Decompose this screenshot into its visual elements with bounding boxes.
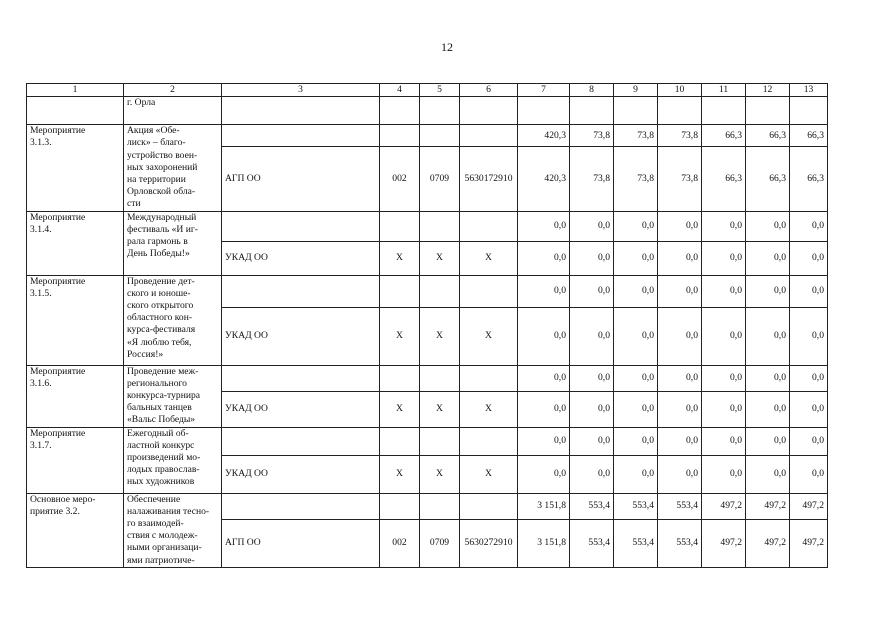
value-cell: 0,0 [702, 392, 746, 427]
code-cell [420, 275, 460, 307]
code-cell [460, 365, 518, 392]
code-cell [460, 493, 518, 520]
total-value-cell: 0,0 [746, 427, 790, 455]
total-value-cell: 0,0 [614, 211, 658, 241]
header-cell: 5 [420, 84, 460, 97]
value-cell: 553,4 [570, 520, 614, 568]
value-cell: 0,0 [790, 241, 828, 275]
code-cell: 5630172910 [460, 147, 518, 211]
code-cell: Х [460, 241, 518, 275]
value-cell: 0,0 [570, 241, 614, 275]
value-cell: 497,2 [746, 520, 790, 568]
total-value-cell: 66,3 [790, 125, 828, 147]
header-cell: 8 [570, 84, 614, 97]
table-row [27, 427, 828, 455]
total-value-cell: 0,0 [658, 275, 702, 307]
total-value-cell: 0,0 [702, 427, 746, 455]
total-value-cell: 0,0 [570, 211, 614, 241]
total-value-cell: 0,0 [570, 275, 614, 307]
code-cell [460, 211, 518, 241]
value-cell: 0,0 [658, 455, 702, 493]
code-cell: Х [460, 307, 518, 365]
value-cell: 0,0 [746, 307, 790, 365]
code-cell [420, 211, 460, 241]
code-cell [460, 275, 518, 307]
description-cell: Акция «Обе- лиск» – благо- устройство воен- ных захоронений на территории Орловской обла- сти [124, 125, 222, 211]
code-cell: Х [420, 307, 460, 365]
code-cell: 5630272910 [460, 520, 518, 568]
code-cell [460, 125, 518, 147]
code-cell [380, 427, 420, 455]
description-cell: Обеспечение налаживания тесно- го взаимодей- ствия с молодеж- ными организаци- ями патриотиче- [124, 493, 222, 567]
executor-cell: УКАД ОО [222, 455, 380, 493]
header-cell: 11 [702, 84, 746, 97]
total-value-cell: 73,8 [614, 125, 658, 147]
code-cell [380, 211, 420, 241]
code-cell [420, 125, 460, 147]
executor-cell: АГП ОО [222, 520, 380, 568]
header-row [27, 84, 828, 97]
value-cell: 0,0 [518, 392, 570, 427]
total-value-cell: 66,3 [746, 125, 790, 147]
value-cell: 0,0 [658, 241, 702, 275]
value-cell: 0,0 [570, 392, 614, 427]
total-value-cell: 0,0 [518, 365, 570, 392]
total-value-cell: 0,0 [790, 365, 828, 392]
table-row [27, 493, 828, 520]
header-cell: 10 [658, 84, 702, 97]
value-cell: 0,0 [570, 455, 614, 493]
total-value-cell: 0,0 [518, 275, 570, 307]
value-cell: 0,0 [658, 392, 702, 427]
table-row [27, 275, 828, 307]
code-cell [380, 275, 420, 307]
header-cell: 12 [746, 84, 790, 97]
total-value-cell: 0,0 [518, 427, 570, 455]
value-cell: 73,8 [614, 147, 658, 211]
code-cell: 002 [380, 520, 420, 568]
total-value-cell: 0,0 [658, 427, 702, 455]
value-cell: 0,0 [614, 307, 658, 365]
code-cell: Х [420, 392, 460, 427]
value-cell: 0,0 [702, 307, 746, 365]
total-value-cell: 0,0 [746, 365, 790, 392]
total-value-cell: 0,0 [746, 211, 790, 241]
value-cell: 73,8 [570, 147, 614, 211]
value-cell: 0,0 [518, 307, 570, 365]
total-value-cell: 73,8 [658, 125, 702, 147]
total-value-cell: 73,8 [570, 125, 614, 147]
total-value-cell: 0,0 [570, 365, 614, 392]
event-cell: Мероприятие 3.1.6. [27, 365, 124, 427]
description-cell: Проведение меж- регионального конкурса-турнира бальных танцев «Вальс Победы» [124, 365, 222, 427]
header-cell: 6 [460, 84, 518, 97]
event-cell: Основное меро- приятие 3.2. [27, 493, 124, 567]
code-cell [380, 493, 420, 520]
total-value-cell: 0,0 [790, 427, 828, 455]
code-cell: Х [380, 455, 420, 493]
description-cell: Ежегодный об- ластной конкурс произведений мо- лодых православ- ных художников [124, 427, 222, 493]
description-cell: Международный фестиваль «И иг- рала гармонь в День Победы!» [124, 211, 222, 275]
executor-cell: АГП ОО [222, 147, 380, 211]
event-cell: Мероприятие 3.1.5. [27, 275, 124, 365]
code-cell: Х [380, 241, 420, 275]
cell [614, 97, 658, 125]
value-cell: 553,4 [658, 520, 702, 568]
total-value-cell: 0,0 [702, 365, 746, 392]
code-cell: Х [460, 392, 518, 427]
value-cell: 73,8 [658, 147, 702, 211]
code-cell: 0709 [420, 147, 460, 211]
header-cell: 1 [27, 84, 124, 97]
cell [658, 97, 702, 125]
code-cell: Х [380, 392, 420, 427]
code-cell [460, 427, 518, 455]
value-cell: 0,0 [790, 392, 828, 427]
total-value-cell: 553,4 [570, 493, 614, 520]
code-cell: 002 [380, 147, 420, 211]
table-row [27, 211, 828, 241]
total-value-cell: 497,2 [790, 493, 828, 520]
value-cell: 0,0 [614, 455, 658, 493]
value-cell: 553,4 [614, 520, 658, 568]
total-value-cell: 0,0 [614, 427, 658, 455]
value-cell: 0,0 [570, 307, 614, 365]
value-cell: 66,3 [790, 147, 828, 211]
cell [460, 97, 518, 125]
code-cell [420, 493, 460, 520]
header-cell: 2 [124, 84, 222, 97]
total-value-cell: 0,0 [570, 427, 614, 455]
cell [518, 97, 570, 125]
code-cell [420, 427, 460, 455]
page-number: 12 [441, 40, 453, 54]
value-cell: 0,0 [658, 307, 702, 365]
code-cell: Х [420, 455, 460, 493]
executor-cell [222, 211, 380, 241]
code-cell: Х [460, 455, 518, 493]
total-value-cell: 0,0 [790, 211, 828, 241]
cell [222, 97, 380, 125]
total-value-cell: 0,0 [790, 275, 828, 307]
total-value-cell: 497,2 [746, 493, 790, 520]
cell [702, 97, 746, 125]
executor-cell [222, 125, 380, 147]
total-value-cell: 0,0 [518, 211, 570, 241]
description-cell: г. Орла [124, 97, 222, 125]
value-cell: 0,0 [746, 392, 790, 427]
value-cell: 0,0 [518, 455, 570, 493]
total-value-cell: 0,0 [658, 211, 702, 241]
executor-cell [222, 365, 380, 392]
executor-cell [222, 427, 380, 455]
value-cell: 497,2 [790, 520, 828, 568]
budget-table [26, 83, 828, 568]
code-cell [380, 125, 420, 147]
value-cell: 0,0 [518, 241, 570, 275]
cell [570, 97, 614, 125]
value-cell: 497,2 [702, 520, 746, 568]
header-cell: 4 [380, 84, 420, 97]
total-value-cell: 0,0 [702, 211, 746, 241]
value-cell: 66,3 [746, 147, 790, 211]
executor-cell: УКАД ОО [222, 307, 380, 365]
cell [746, 97, 790, 125]
value-cell: 0,0 [702, 455, 746, 493]
cell [790, 97, 828, 125]
total-value-cell: 497,2 [702, 493, 746, 520]
header-cell: 9 [614, 84, 658, 97]
value-cell: 0,0 [614, 241, 658, 275]
event-cell: Мероприятие 3.1.7. [27, 427, 124, 493]
header-cell: 3 [222, 84, 380, 97]
value-cell: 3 151,8 [518, 520, 570, 568]
executor-cell [222, 275, 380, 307]
header-cell: 13 [790, 84, 828, 97]
executor-cell: УКАД ОО [222, 241, 380, 275]
value-cell: 0,0 [702, 241, 746, 275]
table-row [27, 365, 828, 392]
code-cell: 0709 [420, 520, 460, 568]
total-value-cell: 0,0 [702, 275, 746, 307]
cell [420, 97, 460, 125]
executor-cell [222, 493, 380, 520]
value-cell: 0,0 [746, 241, 790, 275]
total-value-cell: 0,0 [614, 275, 658, 307]
event-cell: Мероприятие 3.1.3. [27, 125, 124, 211]
total-value-cell: 420,3 [518, 125, 570, 147]
value-cell: 66,3 [702, 147, 746, 211]
description-cell: Проведение дет- ского и юноше- ского открытого областного кон- курса-фестиваля «Я люблю тебя, Россия!» [124, 275, 222, 365]
total-value-cell: 0,0 [658, 365, 702, 392]
value-cell: 0,0 [790, 455, 828, 493]
event-cell [27, 97, 124, 125]
code-cell [380, 365, 420, 392]
value-cell: 0,0 [790, 307, 828, 365]
executor-cell: УКАД ОО [222, 392, 380, 427]
value-cell: 0,0 [746, 455, 790, 493]
code-cell [420, 365, 460, 392]
total-value-cell: 0,0 [746, 275, 790, 307]
cell [380, 97, 420, 125]
code-cell: Х [380, 307, 420, 365]
header-cell: 7 [518, 84, 570, 97]
table-row [27, 125, 828, 147]
total-value-cell: 553,4 [658, 493, 702, 520]
continuation-row [27, 97, 828, 125]
value-cell: 0,0 [614, 392, 658, 427]
total-value-cell: 3 151,8 [518, 493, 570, 520]
total-value-cell: 553,4 [614, 493, 658, 520]
event-cell: Мероприятие 3.1.4. [27, 211, 124, 275]
value-cell: 420,3 [518, 147, 570, 211]
total-value-cell: 66,3 [702, 125, 746, 147]
code-cell: Х [420, 241, 460, 275]
total-value-cell: 0,0 [614, 365, 658, 392]
